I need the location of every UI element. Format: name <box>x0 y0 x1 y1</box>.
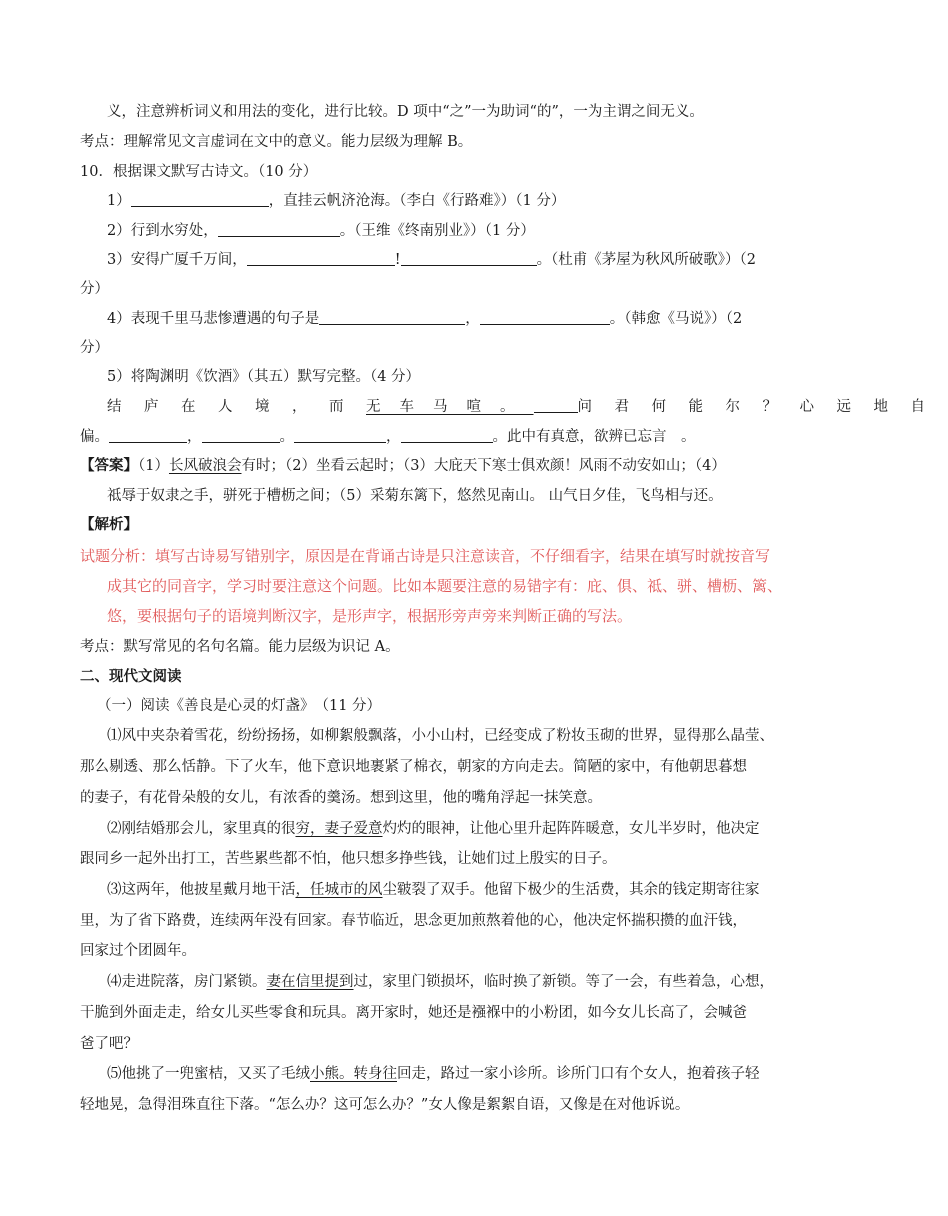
section-subheading: （一）阅读《善良是心灵的灯盏》 （11 分） <box>97 698 382 714</box>
item-text: ! <box>394 252 401 268</box>
poem-text: 。此中有真意，欲辨已忘言 。 <box>492 429 696 445</box>
paragraph-text: ⑵刚结婚那会儿，家里真的很 <box>107 821 296 837</box>
answer-blank[interactable] <box>401 427 493 443</box>
paragraph-line <box>107 880 760 900</box>
question-item-5: 5）将陶渊明《饮酒》（其五）默写完整。（4 分） <box>107 369 421 385</box>
poem-answer: 无车马喧。 <box>366 399 534 415</box>
item-text: 3）安得广厦千万间， <box>107 252 247 268</box>
answer-blank[interactable] <box>480 309 610 325</box>
question-title: 10．根据课文默写古诗文。（10 分） <box>80 164 318 180</box>
paragraph-line <box>107 819 760 839</box>
answer-tag: 【答案】 <box>80 457 138 474</box>
text-line: 义，注意辨析词义和用法的变化，进行比较。D 项中“之”一为助词“的”，一为主谓之间无义。 <box>107 104 704 120</box>
answer-blank[interactable] <box>218 221 340 237</box>
kaodian-line: 考点：默写常见的名句名篇。能力层级为识记 A。 <box>80 639 400 655</box>
item-text: 4）表现千里马悲惨遭遇的句子是 <box>107 311 320 327</box>
answer-line: 祗辱于奴隶之手，骈死于槽枥之间；（5）采菊东篱下，悠然见南山。 山气日夕佳，飞鸟相与还。 <box>107 488 723 504</box>
paragraph-line <box>107 1064 760 1084</box>
paragraph-line: 里，为了省下路费，连续两年没有回家。春节临近，思念更加煎熬着他的心，他决定怀揣积攒的血汗钱， <box>80 913 747 929</box>
item-continuation: 分） <box>80 340 109 356</box>
poem-text: 。 <box>279 429 294 445</box>
paragraph-line: 爸了吧？ <box>80 1036 138 1052</box>
answer-blank[interactable] <box>319 309 465 325</box>
paragraph-line: 跟同乡一起外出打工，苦些累些都不怕，他只想多挣些钱，让她们过上殷实的日子。 <box>80 851 617 867</box>
poem-line <box>107 397 948 417</box>
analysis-text: 成其它的同音字，学习时要注意这个问题。比如本题要注意的易错字有：庇、俱、祗、骈、槽枥、篱、 <box>107 577 783 595</box>
answer-blank[interactable] <box>109 427 187 443</box>
paragraph-text: 尘皲裂了双手。他留下极少的生活费，其余的钱定期寄往家 <box>382 882 760 898</box>
paragraph-text: ⑶这两年，他披星戴月地干活 <box>107 882 296 898</box>
question-item-4 <box>107 309 742 329</box>
question-item-2 <box>107 221 535 241</box>
paragraph-line: 干脆到外面走走，给女儿买些零食和玩具。离开家时，她还是襁褓中的小粉团，如今女儿长高了，会喊爸 <box>80 1005 747 1021</box>
answer-text: 有时；（2）坐看云起时；（3）大庇天下寒士俱欢颜！风雨不动安如山；（4） <box>241 458 726 474</box>
answer-text: （1） <box>138 458 169 474</box>
poem-text: ， <box>187 429 202 445</box>
poem-text: ， <box>386 429 401 445</box>
paragraph-text: 过，家里门锁损坏，临时换了新锁。等了一会，有些着急，心想， <box>353 974 774 990</box>
answer-blank[interactable] <box>401 250 537 266</box>
answer-blank[interactable] <box>202 427 280 443</box>
poem-text: 问君何能尔？心远地自 <box>577 399 948 415</box>
underlined-text: 穷，妻子爱意 <box>295 821 383 837</box>
answer-blank[interactable] <box>294 427 386 443</box>
underlined-text: ，任城市的风 <box>295 882 383 898</box>
item-text: ， <box>465 311 480 327</box>
paragraph-text: ⑷走进院落，房门紧锁。 <box>107 974 267 990</box>
paragraph-line: 的妻子，有花骨朵般的女儿，有浓香的羹汤。想到这里，他的嘴角浮起一抹笑意。 <box>80 790 602 806</box>
poem-line <box>80 427 696 447</box>
answer-text: 长风破浪会 <box>168 458 242 474</box>
paragraph-text: ⑸他挑了一兜蜜桔，又买了毛绒 <box>107 1066 310 1082</box>
question-item-1 <box>107 191 565 211</box>
item-text: ，直挂云帆济沧海。（李白《行路难》）（1 分） <box>268 193 566 209</box>
question-item-3 <box>107 250 756 270</box>
answer-blank[interactable] <box>247 250 395 266</box>
answer-blank[interactable] <box>131 191 269 207</box>
poem-text: 偏。 <box>80 429 109 445</box>
underlined-text: 妻在信里提到 <box>266 974 354 990</box>
analysis-text: 试题分析：填写古诗易写错别字，原因是在背诵古诗是只注意读音，不仔细看字，结果在填写时就按音写 <box>80 547 771 565</box>
item-continuation: 分） <box>80 281 109 297</box>
analysis-tag: 【解析】 <box>80 516 138 533</box>
answer-blank[interactable] <box>534 397 578 413</box>
item-text: 。（韩愈《马说》）（2 <box>609 311 743 327</box>
poem-text: 结庐在人境，而 <box>107 399 366 415</box>
paragraph-line: 回家过个团圆年。 <box>80 943 196 959</box>
item-text: 。（杜甫《茅屋为秋风所破歌》）（2 <box>536 252 757 268</box>
kaodian-line: 考点：理解常见文言虚词在文中的意义。能力层级为理解 B。 <box>80 134 473 150</box>
paragraph-line <box>107 972 774 992</box>
analysis-text: 悠，要根据句子的语境判断汉字，是形声字，根据形旁声旁来判断正确的写法。 <box>107 607 633 625</box>
item-text: 1） <box>107 193 131 209</box>
item-text: 2）行到水穷处， <box>107 223 218 239</box>
paragraph-text: 回走，路过一家小诊所。诊所门口有个女人，抱着孩子轻 <box>397 1066 760 1082</box>
paragraph-line: 轻地晃，急得泪珠直往下落。“怎么办？这可怎么办？”女人像是絮絮自语，又像是在对他诉说。 <box>80 1097 690 1113</box>
paragraph-line: 那么剔透、那么恬静。下了火车，他下意识地裹紧了棉衣，朝家的方向走去。简陋的家中，有他朝思暮想 <box>80 759 747 775</box>
item-text: 。（王维《终南别业》）（1 分） <box>339 223 535 239</box>
section-heading: 二、现代文阅读 <box>80 668 182 685</box>
underlined-text: 小熊。转身往 <box>310 1066 397 1082</box>
paragraph-text: 灼灼的眼神，让他心里升起阵阵暖意，女儿半岁时，他决定 <box>382 821 760 837</box>
paragraph-line: ⑴风中夹杂着雪花，纷纷扬扬，如柳絮般飘落，小小山村，已经变成了粉妆玉砌的世界，显得那么晶莹、 <box>107 728 774 744</box>
answer-line <box>80 456 726 476</box>
